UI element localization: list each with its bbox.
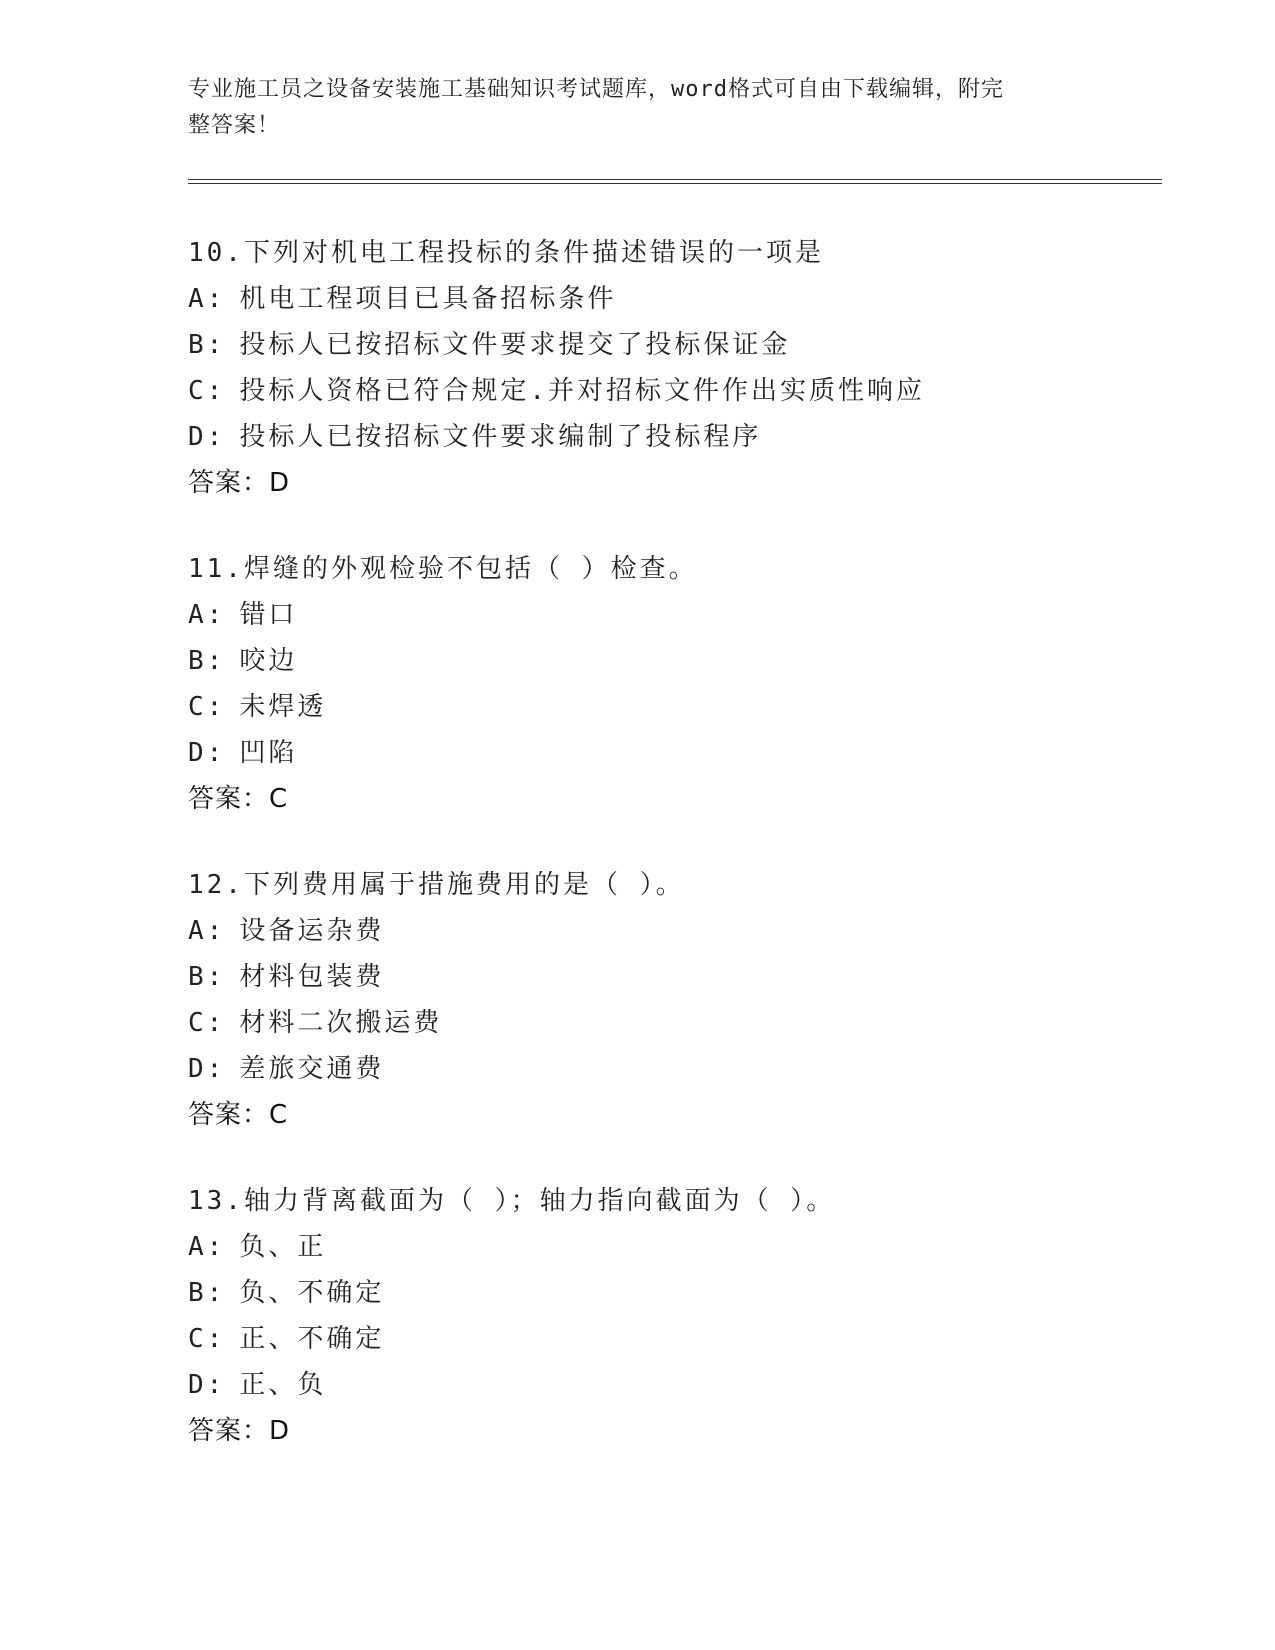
option-text: 咬边	[239, 646, 298, 676]
option-text: 负、正	[239, 1232, 327, 1262]
option-text: 负、不确定	[239, 1278, 385, 1308]
option-letter: B:	[188, 330, 226, 360]
option-letter: C:	[188, 1324, 226, 1354]
option-letter: C:	[188, 692, 226, 722]
option-letter: B:	[188, 962, 226, 992]
question-13	[188, 1178, 1188, 1454]
option-b	[188, 1270, 1188, 1316]
answer-line: 答案：D	[188, 468, 291, 498]
option-c	[188, 1316, 1188, 1362]
option-letter: D:	[188, 738, 226, 768]
option-b	[188, 638, 1188, 684]
answer-line: 答案：D	[188, 1416, 291, 1446]
header-divider-top	[188, 179, 1162, 180]
option-text: 差旅交通费	[239, 1054, 385, 1084]
header-line-2: 整答案！	[188, 113, 281, 138]
option-a	[188, 1224, 1188, 1270]
option-letter: D:	[188, 422, 226, 452]
option-text: 机电工程项目已具备招标条件	[239, 284, 617, 314]
option-letter: B:	[188, 1278, 226, 1308]
option-b	[188, 322, 1188, 368]
option-letter: A:	[188, 916, 226, 946]
option-text: 投标人已按招标文件要求提交了投标保证金	[239, 330, 791, 360]
question-stem: 10.下列对机电工程投标的条件描述错误的一项是	[188, 238, 824, 268]
option-text: 投标人已按招标文件要求编制了投标程序	[239, 422, 762, 452]
question-stem: 12.下列费用属于措施费用的是（ ）。	[188, 870, 685, 900]
option-text: 材料二次搬运费	[239, 1008, 443, 1038]
option-letter: B:	[188, 646, 226, 676]
document-header	[188, 72, 1068, 144]
option-text: 凹陷	[239, 738, 298, 768]
answer-line: 答案：C	[188, 1100, 289, 1130]
option-letter: C:	[188, 376, 226, 406]
option-b	[188, 954, 1188, 1000]
option-text: 正、不确定	[239, 1324, 385, 1354]
header-line-1: 专业施工员之设备安装施工基础知识考试题库，word格式可自由下载编辑，附完	[188, 77, 1004, 102]
question-11	[188, 546, 1188, 822]
option-c	[188, 1000, 1188, 1046]
option-text: 材料包装费	[239, 962, 385, 992]
option-a	[188, 276, 1188, 322]
option-a	[188, 592, 1188, 638]
option-letter: D:	[188, 1370, 226, 1400]
option-d	[188, 1362, 1188, 1408]
option-letter: A:	[188, 600, 226, 630]
option-text: 正、负	[239, 1370, 327, 1400]
question-stem: 11.焊缝的外观检验不包括（ ）检查。	[188, 554, 698, 584]
option-c	[188, 368, 1188, 414]
option-c	[188, 684, 1188, 730]
option-letter: C:	[188, 1008, 226, 1038]
option-letter: A:	[188, 284, 226, 314]
option-a	[188, 908, 1188, 954]
option-letter: D:	[188, 1054, 226, 1084]
answer-line: 答案：C	[188, 784, 289, 814]
option-text: 设备运杂费	[239, 916, 385, 946]
option-text: 未焊透	[239, 692, 327, 722]
question-12	[188, 862, 1188, 1138]
question-10	[188, 230, 1188, 506]
option-d	[188, 414, 1188, 460]
header-divider-bottom	[188, 183, 1162, 184]
option-letter: A:	[188, 1232, 226, 1262]
option-text: 投标人资格已符合规定.并对招标文件作出实质性响应	[239, 376, 925, 406]
question-stem: 13.轴力背离截面为（ ）；轴力指向截面为（ ）。	[188, 1186, 836, 1216]
option-text: 错口	[239, 600, 298, 630]
option-d	[188, 1046, 1188, 1092]
option-d	[188, 730, 1188, 776]
